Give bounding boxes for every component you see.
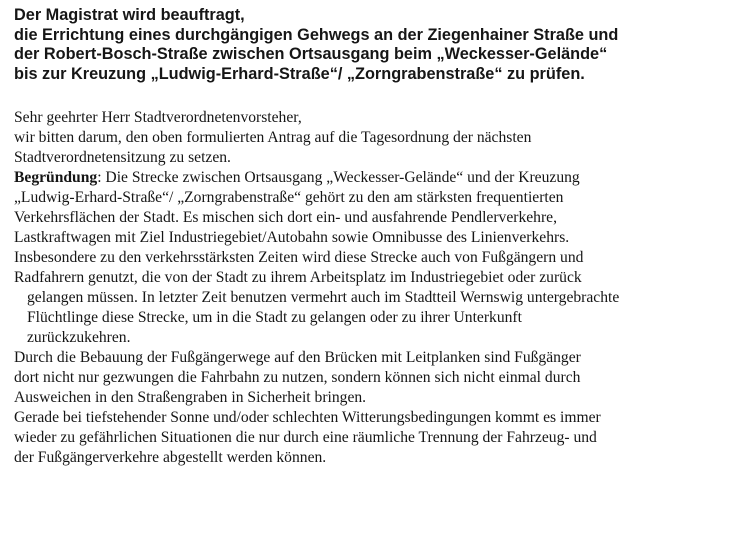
request-line: Stadtverordnetensitzung zu setzen.: [14, 149, 231, 167]
reason-line: Insbesondere zu den verkehrsstärksten Zeiten wird diese Strecke auch von Fußgängern und: [14, 249, 584, 267]
heading-line: die Errichtung eines durchgängigen Gehwegs an der Ziegenhainer Straße und: [14, 25, 619, 44]
reason-line: „Ludwig-Erhard-Straße“/ „Zorngrabenstraße“ gehört zu den am stärksten frequentierten: [14, 189, 564, 207]
salutation: Sehr geehrter Herr Stadtverordnetenvorsteher,: [14, 109, 302, 127]
closing-line: dort nicht nur gezwungen die Fahrbahn zu nutzen, sondern können sich nicht einmal durch: [14, 369, 581, 387]
heading-line: bis zur Kreuzung „Ludwig-Erhard-Straße“/ „Zorngrabenstraße“ zu prüfen.: [14, 64, 585, 83]
letter-body: [14, 108, 742, 468]
closing-line: Durch die Bebauung der Fußgängerwege auf den Brücken mit Leitplanken sind Fußgänger: [14, 349, 581, 367]
document-page: [14, 6, 742, 468]
motion-heading: [14, 6, 742, 84]
closing-line: der Fußgängerverkehre abgestellt werden können.: [14, 449, 327, 467]
reason-line: Radfahrern genutzt, die von der Stadt zu ihrem Arbeitsplatz im Industriegebiet oder zurück: [14, 269, 582, 287]
heading-line: Der Magistrat wird beauftragt,: [14, 6, 245, 24]
reason-line: Verkehrsflächen der Stadt. Es mischen sich dort ein- und ausfahrende Pendlerverkehre,: [14, 209, 557, 227]
closing-line: Gerade bei tiefstehender Sonne und/oder schlechten Witterungsbedingungen kommt es immer: [14, 409, 601, 427]
indented-line: zurückzukehren.: [27, 329, 131, 347]
reason-first-line-text: : Die Strecke zwischen Ortsausgang „Weckesser-Gelände“ und der Kreuzung: [97, 169, 580, 187]
closing-line: wieder zu gefährlichen Situationen die nur durch eine räumliche Trennung der Fahrzeug- und: [14, 429, 597, 447]
reason-line: Lastkraftwagen mit Ziel Industriegebiet/Autobahn sowie Omnibusse des Linienverkehrs.: [14, 229, 570, 247]
reason-label: Begründung: [14, 169, 98, 187]
closing-line: Ausweichen in den Straßengraben in Sicherheit bringen.: [14, 389, 367, 407]
heading-line: der Robert-Bosch-Straße zwischen Ortsausgang beim „Weckesser-Gelände“: [14, 45, 608, 64]
indented-line: Flüchtlinge diese Strecke, um in die Stadt zu gelangen oder zu ihrer Unterkunft: [27, 309, 522, 327]
indented-line: gelangen müssen. In letzter Zeit benutzen vermehrt auch im Stadtteil Wernswig untergebrachte: [27, 289, 620, 307]
request-line: wir bitten darum, den oben formulierten Antrag auf die Tagesordnung der nächsten: [14, 129, 532, 147]
reason-first-line: [14, 168, 742, 188]
